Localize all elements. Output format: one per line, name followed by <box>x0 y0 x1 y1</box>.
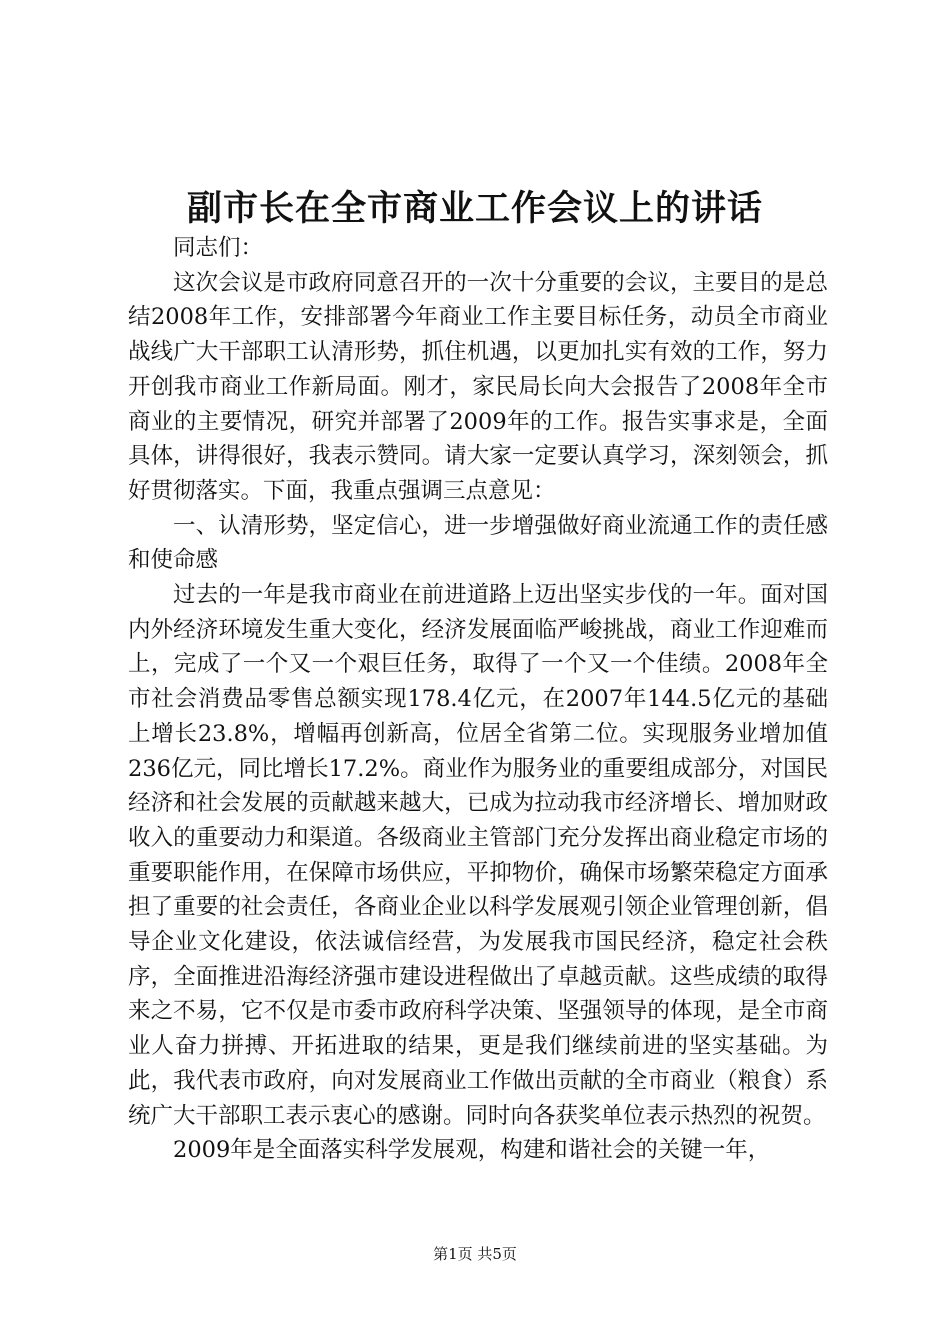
intro-paragraph: 这次会议是市政府同意召开的一次十分重要的会议，主要目的是总结2008年工作，安排部署今年商业工作主要目标任务，动员全市商业战线广大干部职工认清形势，抓住机遇，以更加扎实有效的工作，努力开创我市商业工作新局面。刚才，家民局长向大会报告了2008年全市商业的主要情况，研究并部署了2009年的工作。报告实事求是，全面具体，讲得很好，我表示赞同。请大家一定要认真学习，深刻领会，抓好贯彻落实。下面，我重点强调三点意见： <box>128 269 828 504</box>
page-footer: 第1页 共5页 <box>433 1245 517 1263</box>
section-heading-1: 一、认清形势，坚定信心，进一步增强做好商业流通工作的责任感和使命感 <box>128 512 828 574</box>
outlook-paragraph: 2009年是全面落实科学发展观，构建和谐社会的关键一年， <box>173 1137 771 1164</box>
document-body <box>128 231 828 1168</box>
document-title: 副市长在全市商业工作会议上的讲话 <box>186 188 763 229</box>
achievements-paragraph: 过去的一年是我市商业在前进道路上迈出坚实步伐的一年。面对国内外经济环境发生重大变化，经济发展面临严峻挑战，商业工作迎难而上，完成了一个又一个艰巨任务，取得了一个又一个佳绩。2008年全市社会消费品零售总额实现178.4亿元，在2007年144.5亿元的基础上增长23.8%，增幅再创新高，位居全省第二位。实现服务业增加值236亿元，同比增长17.2%。商业作为服务业的重要组成部分，对国民经济和社会发展的贡献越来越大，已成为拉动我市经济增长、增加财政收入的重要动力和渠道。各级商业主管部门充分发挥出商业稳定市场的重要职能作用，在保障市场供应，平抑物价，确保市场繁荣稳定方面承担了重要的社会责任，各商业企业以科学发展观引领企业管理创新，倡导企业文化建设，依法诚信经营，为发展我市国民经济，稳定社会秩序，全面推进沿海经济强市建设进程做出了卓越贡献。这些成绩的取得来之不易，它不仅是市委市政府科学决策、坚强领导的体现，是全市商业人奋力拼搏、开拓进取的结果，更是我们继续前进的坚实基础。为此，我代表市政府，向对发展商业工作做出贡献的全市商业（粮食）系统广大干部职工表示衷心的感谢。同时向各获奖单位表示热烈的祝贺。 <box>128 582 828 1129</box>
salutation-paragraph: 同志们： <box>173 235 264 261</box>
